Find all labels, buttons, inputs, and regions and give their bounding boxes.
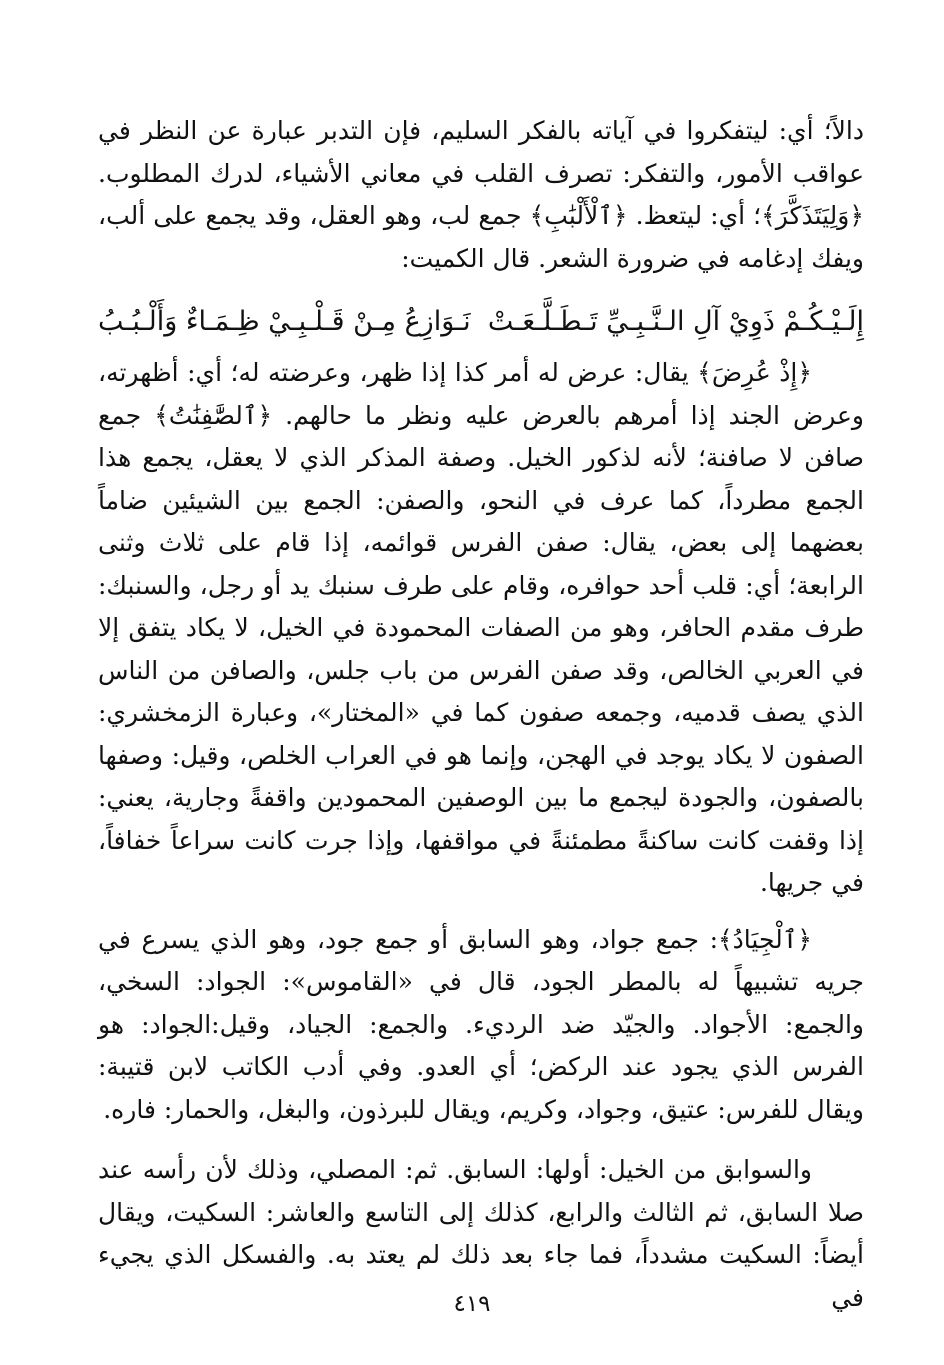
page-body: [98, 110, 864, 1319]
paragraph-commentary-3: ﴿ٱلْجِيَادُ﴾: جمع جواد، وهو السابق أو جمع جود، وهو الذي يسرع في جريه تشبيهاً له بالمطر الجود، قال في «القاموس»: الجواد: السخي، والجمع: الأجواد. والجيّد ضد الرديء. والجمع: الجياد، وقيل:الجواد: هو الفرس الذي يجود عند الركض؛ أي العدو. وفي أدب الكاتب لابن قتيبة: ويقال للفرس: عتيق، وجواد، وكريم، ويقال للبرذون، والبغل، والحمار: فاره.: [98, 924, 864, 1124]
paragraph-commentary-2: ﴿إِذْ عُرِضَ﴾ يقال: عرض له أمر كذا إذا ظهر، وعرضته له؛ أي: أظهرته، وعرض الجند إذا أمرهم بالعرض عليه ونظر ما حالهم. ﴿ٱلصَّٰفِنَٰتُ﴾ جمع صافن لا صافنة؛ لأنه لذكور الخيل. وصفة المذكر الذي لا يعقل، يجمع هذا الجمع مطرداً، كما عرف في النحو، والصفن: الجمع بين الشيئين ضاماً بعضهما إلى بعض، يقال: صفن الفرس قوائمه، إذا قام على ثلاث وثنى الرابعة؛ أي: قلب أحد حوافره، وقام على طرف سنبك يد أو رجل، والسنبك: طرف مقدم الحافر، وهو من الصفات المحمودة في الخيل، لا يكاد يتفق إلا في العربي الخالص، وقد صفن الفرس من باب جلس، والصافن من الناس الذي يصف قدميه، وجمعه صفون كما في «المختار»، وعبارة الزمخشري: الصفون لا يكاد يوجد في الهجن، وإنما هو في العراب الخلص، وقيل: وصفها بالصفون، والجودة ليجمع ما بين الوصفين المحمودين واقفةً وجارية، يعني: إذا وقفت كانت ساكنةً مطمئنةً في مواقفها، وإذا جرت كانت سراعاً خفافاً، في جريها.: [98, 358, 864, 897]
page-number: ٤١٩: [453, 1291, 491, 1317]
poetry-verse: [98, 300, 864, 344]
paragraph-commentary-1: دالاً؛ أي: ليتفكروا في آياته بالفكر السليم، فإن التدبر عبارة عن النظر في عواقب الأمور، والتفكر: تصرف القلب في معاني الأشياء، لدرك المطلوب. ﴿وَلِيَتَذَكَّرَ﴾؛ أي: ليتعظ. ﴿ٱلْأَلْبَٰبِ﴾ جمع لب، وهو العقل، وقد يجمع على ألب، ويفك إدغامه في ضرورة الشعر. قال الكميت:: [98, 116, 864, 273]
verse-first-hemistich: إِلَـيْـكُـمْ ذَوِيْ آلِ الـنَّـبِـيِّ تَـطَـلَّـعَـتْ: [487, 306, 864, 337]
verse-second-hemistich: نَـوَازِعُ مِـنْ قَـلْـبِـيْ ظِـمَـاءٌ وَأَلْـبُـبُ: [98, 306, 471, 337]
paragraph-commentary-4: والسوابق من الخيل: أولها: السابق. ثم: المصلي، وذلك لأن رأسه عند صلا السابق، ثم الثالث والرابع، كذلك إلى التاسع والعاشر: السكيت، ويقال أيضاً: السكيت مشدداً، فما جاء بعد ذلك لم يعتد به. والفسكل الذي يجيء في: [98, 1155, 864, 1312]
